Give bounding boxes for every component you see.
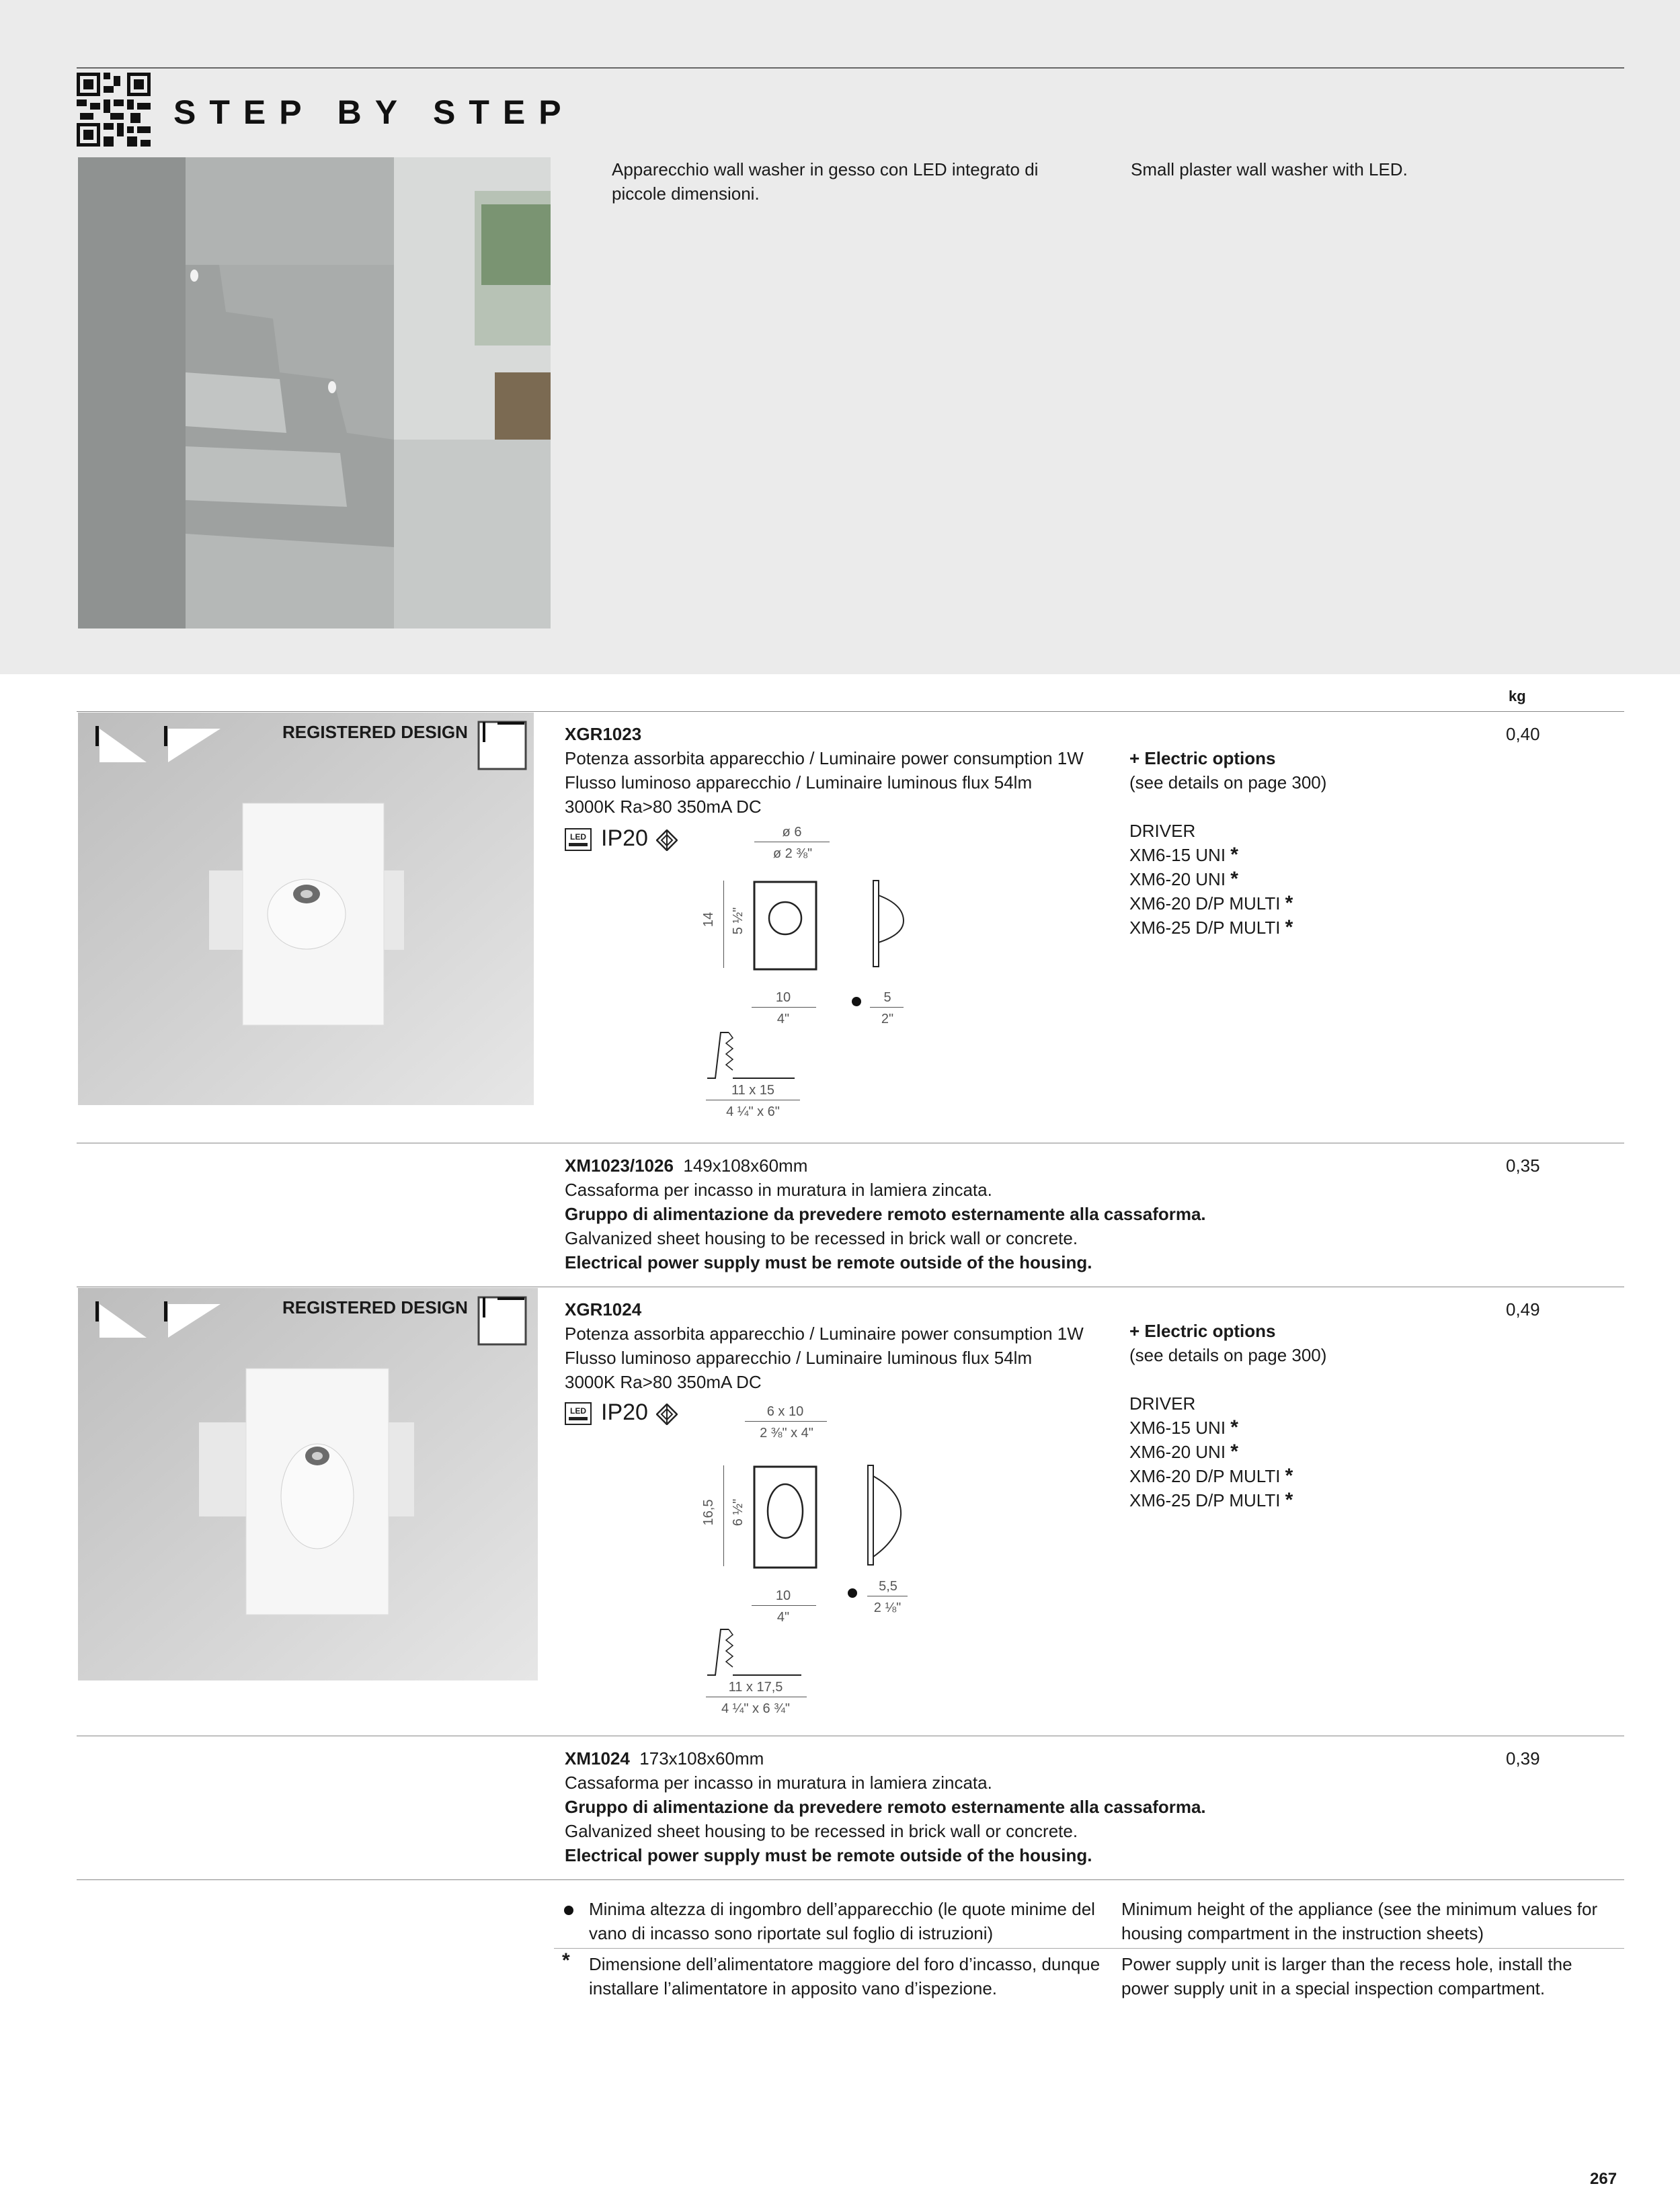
- notes-divider: [554, 1948, 1624, 1949]
- product-photo-xgr1024: [78, 1288, 538, 1680]
- ip-rating: IP20: [601, 1400, 648, 1425]
- housing-desc-en: Galvanized sheet housing to be recessed in brick wall or concrete.: [565, 1228, 1078, 1248]
- dim-line: [723, 1465, 724, 1566]
- dim-size: 6 x 10: [766, 1404, 804, 1419]
- dim-depth: 5: [883, 990, 891, 1005]
- note-min-height-it: Minima altezza di ingombro dell’apparecchio (le quote minime del vano di incasso sono riportate sul foglio di istruzioni): [589, 1899, 1095, 1943]
- page-title: STEP BY STEP: [173, 93, 575, 131]
- housing-note-en: Electrical power supply must be remote outside of the housing.: [565, 1252, 1092, 1272]
- star-icon: *: [1230, 844, 1238, 866]
- insulation-class-icon: [656, 829, 678, 851]
- dim-diameter-inch: ø 2 ⅜": [772, 846, 813, 861]
- product-weight: 0,40: [1506, 724, 1540, 744]
- recess-hole-drawing: [703, 1028, 797, 1080]
- bullet-dot-icon: [851, 996, 862, 1007]
- recessed-install-icon: [477, 1296, 527, 1346]
- housing-desc-en: Galvanized sheet housing to be recessed in brick wall or concrete.: [565, 1821, 1078, 1841]
- housing-note-it: Gruppo di alimentazione da prevedere remoto esternamente alla cassaforma.: [565, 1797, 1206, 1817]
- table-top-rule: [77, 711, 1624, 712]
- housing-note-en: Electrical power supply must be remote outside of the housing.: [565, 1845, 1092, 1865]
- electric-options-note: (see details on page 300): [1129, 772, 1327, 793]
- star-icon: *: [1285, 916, 1293, 938]
- star-icon: *: [1285, 1489, 1293, 1511]
- page-number: 267: [1590, 2170, 1617, 2188]
- housing-size: 173x108x60mm: [639, 1748, 764, 1769]
- dim-diameter: ø 6: [782, 825, 802, 840]
- housing-weight: 0,35: [1506, 1155, 1540, 1176]
- driver-item: XM6-15 UNI *: [1129, 1416, 1238, 1438]
- star-icon: *: [1285, 892, 1293, 914]
- driver-item: XM6-20 D/P MULTI *: [1129, 892, 1293, 914]
- housing-code: XM1024: [565, 1748, 630, 1769]
- dim-line: [870, 1007, 904, 1008]
- dim-hole: 11 x 17,5: [728, 1680, 783, 1695]
- star-icon: *: [1285, 1465, 1293, 1487]
- housing-note-it: Gruppo di alimentazione da prevedere remoto esternamente alla cassaforma.: [565, 1204, 1206, 1224]
- product-photo-xgr1023: [78, 713, 534, 1105]
- product-weight: 0,49: [1506, 1299, 1540, 1320]
- ip-rating: IP20: [601, 825, 648, 851]
- note-power-supply-it: Dimensione dell’alimentatore maggiore del foro d’incasso, dunque installare l’alimentatore in apposito vano d’ispezione.: [589, 1954, 1101, 1998]
- dim-height-inch: 6 ½": [731, 1498, 746, 1527]
- registered-design-badge: REGISTERED DESIGN: [282, 722, 468, 742]
- dim-depth-inch: 2 ⅛": [873, 1600, 902, 1615]
- dim-width-inch: 4": [776, 1012, 790, 1026]
- svg-text:LED: LED: [570, 832, 586, 842]
- dim-size-inch: 2 ⅜" x 4": [760, 1426, 813, 1441]
- housing-size: 149x108x60mm: [683, 1155, 808, 1176]
- luminous-flux: Flusso luminoso apparecchio / Luminaire luminous flux 54lm: [565, 772, 1033, 793]
- electric-options-title: + Electric options: [1129, 748, 1276, 768]
- housing-header: [565, 1746, 764, 1771]
- housing-desc-it: Cassaforma per incasso in muratura in lamiera zincata.: [565, 1180, 992, 1200]
- housing-header: [565, 1153, 807, 1178]
- dim-line: [752, 1007, 816, 1008]
- description-en: Small plaster wall washer with LED.: [1131, 159, 1408, 179]
- recessed-install-icon: [477, 721, 527, 770]
- led-icon: [565, 828, 592, 851]
- dim-line: [745, 1421, 827, 1422]
- dim-line: [752, 1605, 816, 1606]
- note-power-supply-en: Power supply unit is larger than the recess hole, install the power supply unit in a special inspection compartment.: [1121, 1954, 1572, 1998]
- dim-hole-inch: 4 ¼" x 6 ¾": [721, 1701, 791, 1716]
- dim-line: [723, 881, 724, 968]
- description-it: Apparecchio wall washer in gesso con LED integrato di piccole dimensioni.: [612, 159, 1039, 204]
- svg-text:LED: LED: [570, 1406, 586, 1416]
- driver-item: XM6-20 D/P MULTI *: [1129, 1465, 1293, 1487]
- driver-item: XM6-15 UNI *: [1129, 844, 1238, 866]
- dim-width: 10: [775, 990, 791, 1005]
- star-icon: *: [562, 1949, 570, 1972]
- bullet-dot-icon: [847, 1588, 858, 1598]
- staircase-photo: [78, 157, 551, 628]
- product-render-xgr1023: [78, 713, 534, 1105]
- star-icon: *: [1230, 1416, 1238, 1438]
- driver-item: XM6-25 D/P MULTI *: [1129, 916, 1293, 938]
- housing-code: XM1023/1026: [565, 1155, 674, 1176]
- recess-hole-drawing: [703, 1625, 804, 1676]
- luminous-flux: Flusso luminoso apparecchio / Luminaire luminous flux 54lm: [565, 1348, 1033, 1368]
- weight-column-header: kg: [1509, 688, 1526, 704]
- driver-item: XM6-25 D/P MULTI *: [1129, 1489, 1293, 1511]
- dim-depth-inch: 2": [881, 1012, 894, 1026]
- header-rule: [77, 67, 1624, 69]
- electric-options-title: + Electric options: [1129, 1321, 1276, 1341]
- color-spec: 3000K Ra>80 350mA DC: [565, 1372, 762, 1392]
- product-code: XGR1024: [565, 1299, 642, 1320]
- dim-hole-inch: 4 ¼" x 6": [726, 1104, 780, 1119]
- led-icon: [565, 1402, 592, 1425]
- note-min-height-en: Minimum height of the appliance (see the minimum values for housing compartment in the instruction sheets): [1121, 1899, 1598, 1943]
- housing-desc-it: Cassaforma per incasso in muratura in lamiera zincata.: [565, 1773, 992, 1793]
- dim-height: 14: [701, 911, 716, 928]
- star-icon: *: [1230, 868, 1238, 890]
- qr-code-icon: [77, 73, 151, 147]
- row-rule: [77, 1879, 1624, 1880]
- power-consumption: Potenza assorbita apparecchio / Luminaire power consumption 1W: [565, 748, 1084, 768]
- light-beam-icon: [93, 722, 227, 769]
- electric-options-note: (see details on page 300): [1129, 1345, 1327, 1365]
- front-side-view-drawing: [750, 878, 912, 979]
- bullet-dot-icon: [563, 1905, 574, 1916]
- star-icon: *: [1230, 1441, 1238, 1463]
- dim-height: 16,5: [701, 1499, 716, 1526]
- product-render-xgr1024: [78, 1288, 538, 1680]
- product-code: XGR1023: [565, 724, 642, 744]
- front-side-view-drawing: [750, 1463, 912, 1570]
- insulation-class-icon: [656, 1404, 678, 1425]
- dim-hole: 11 x 15: [731, 1083, 775, 1098]
- dim-width-inch: 4": [776, 1610, 790, 1625]
- light-beam-icon: [93, 1297, 227, 1344]
- dim-width: 10: [775, 1588, 791, 1603]
- driver-label: DRIVER: [1129, 821, 1196, 841]
- driver-item: XM6-20 UNI *: [1129, 868, 1238, 890]
- dim-depth: 5,5: [879, 1579, 897, 1594]
- driver-label: DRIVER: [1129, 1393, 1196, 1414]
- registered-design-badge: REGISTERED DESIGN: [282, 1297, 468, 1317]
- color-spec: 3000K Ra>80 350mA DC: [565, 797, 762, 817]
- power-consumption: Potenza assorbita apparecchio / Luminaire power consumption 1W: [565, 1324, 1084, 1344]
- dim-height-inch: 5 ½": [731, 907, 746, 935]
- driver-item: XM6-20 UNI *: [1129, 1441, 1238, 1463]
- housing-weight: 0,39: [1506, 1748, 1540, 1769]
